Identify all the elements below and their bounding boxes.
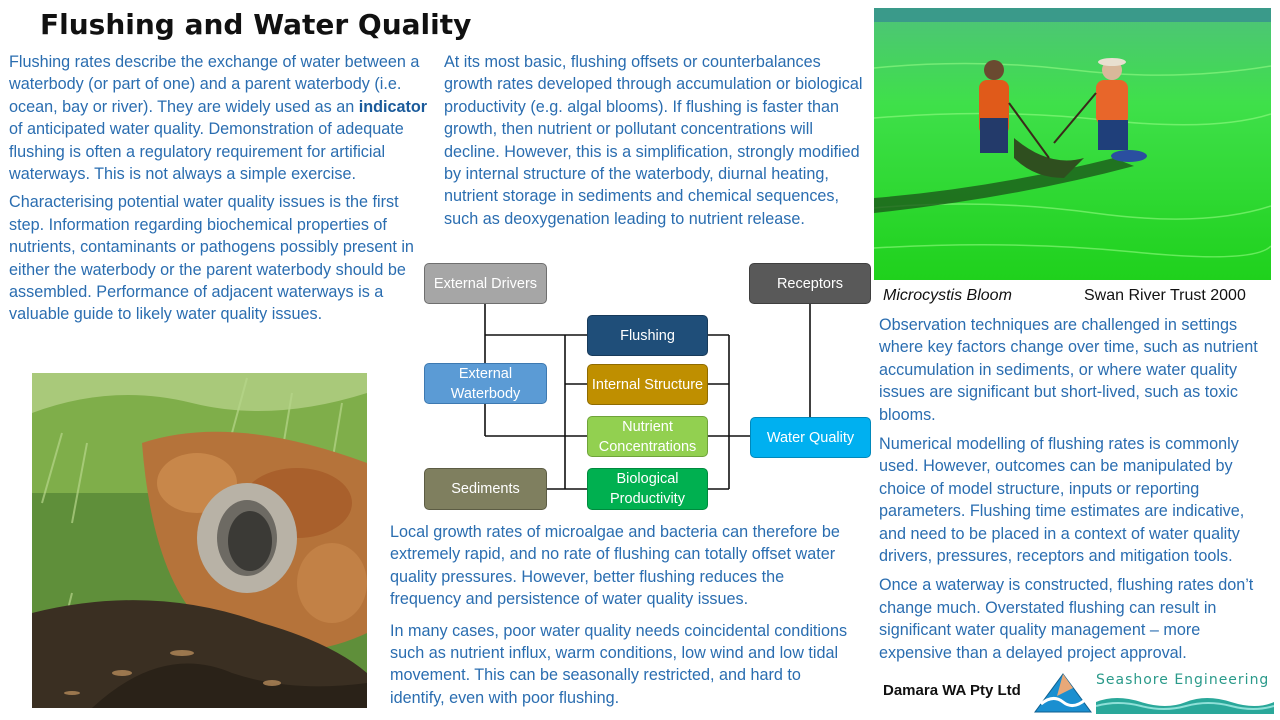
node-receptors: Receptors (749, 263, 871, 304)
node-water-quality: Water Quality (750, 417, 871, 458)
page-title: Flushing and Water Quality (40, 8, 472, 41)
wave-icon (1096, 694, 1274, 714)
modelling-paragraph: Numerical modelling of flushing rates is commonly used. However, outcomes can be manipulated by choice of model structure, inputs or reporting parameters. Flushing time estimates are indicative, and need to be placed in a context of water quality drivers, pressures, receptors and mitigation tools. (879, 435, 1245, 566)
seashore-logo-text: Seashore Engineering (1096, 672, 1270, 688)
seashore-engineering-logo (1096, 672, 1274, 714)
company-name: Damara WA Pty Ltd (883, 682, 1021, 699)
middle-column-bottom (390, 521, 850, 709)
node-internal-structure: Internal Structure (587, 364, 708, 405)
node-external-waterbody: External Waterbody (424, 363, 547, 404)
node-sediments: Sediments (424, 468, 547, 510)
coincidental-conditions-paragraph: In many cases, poor water quality needs coincidental conditions such as nutrient influx, warm conditions, low wind and low tidal movement. This can be seasonally restricted, and hard to identify, even with poor flushing. (390, 621, 848, 707)
node-flushing: Flushing (587, 315, 708, 356)
growth-rates-paragraph: Local growth rates of microalgae and bacteria can therefore be extremely rapid, and no rate of flushing can totally offset water quality pressures. However, better flushing reduces the frequency and persistence of water quality issues. (390, 523, 840, 609)
photo-caption-credit: Swan River Trust 2000 (1084, 287, 1246, 304)
right-column (879, 314, 1271, 664)
constructed-paragraph: Once a waterway is constructed, flushing rates don’t change much. Overstated flushing can result in significant water quality management – more expensive than a delayed project approval. (879, 576, 1254, 662)
intro-text-a: Flushing rates describe the exchange of water between a waterbody (or part of one) and a parent waterbody (i.e. ocean, bay or river). They are widely used as an (9, 53, 420, 116)
microcystis-bloom-photo (874, 8, 1271, 280)
node-biological-productivity: Biological Productivity (587, 468, 708, 510)
characterising-paragraph: Characterising potential water quality issues is the first step. Information regarding biochemical properties of nutrients, contaminants or pathogens possibly present in either the waterbody or the parent waterbody should be assembled. Performance of adjacent waterways is a valuable guide to likely water quality issues. (9, 193, 414, 324)
indicator-emphasis: indicator (358, 97, 428, 116)
node-external-drivers: External Drivers (424, 263, 547, 304)
observation-paragraph: Observation techniques are challenged in settings where key factors change over time, such as nutrient accumulation in sediments, or where water quality issues are significant but short-lived, such as toxic blooms. (879, 316, 1258, 424)
photo-caption-title: Microcystis Bloom (883, 287, 1012, 304)
node-nutrient-concentrations: Nutrient Concentrations (587, 416, 708, 457)
intro-text-b: of anticipated water quality. Demonstration of adequate flushing is often a regulatory requirement for artificial waterways. This is not always a simple exercise. (9, 120, 404, 184)
counterbalance-paragraph: At its most basic, flushing offsets or counterbalances growth rates developed through accumulation or biological productivity (e.g. algal blooms). If flushing is faster than growth, then nutrient or pollutant concentrations will decline. However, this is a simplification, strongly modified by internal structure of the waterbody, diurnal heating, nutrient storage in sediments and chemical sequences, such as deoxygenation leading to nutrient release. (444, 53, 863, 228)
damara-logo-icon (1033, 672, 1093, 714)
